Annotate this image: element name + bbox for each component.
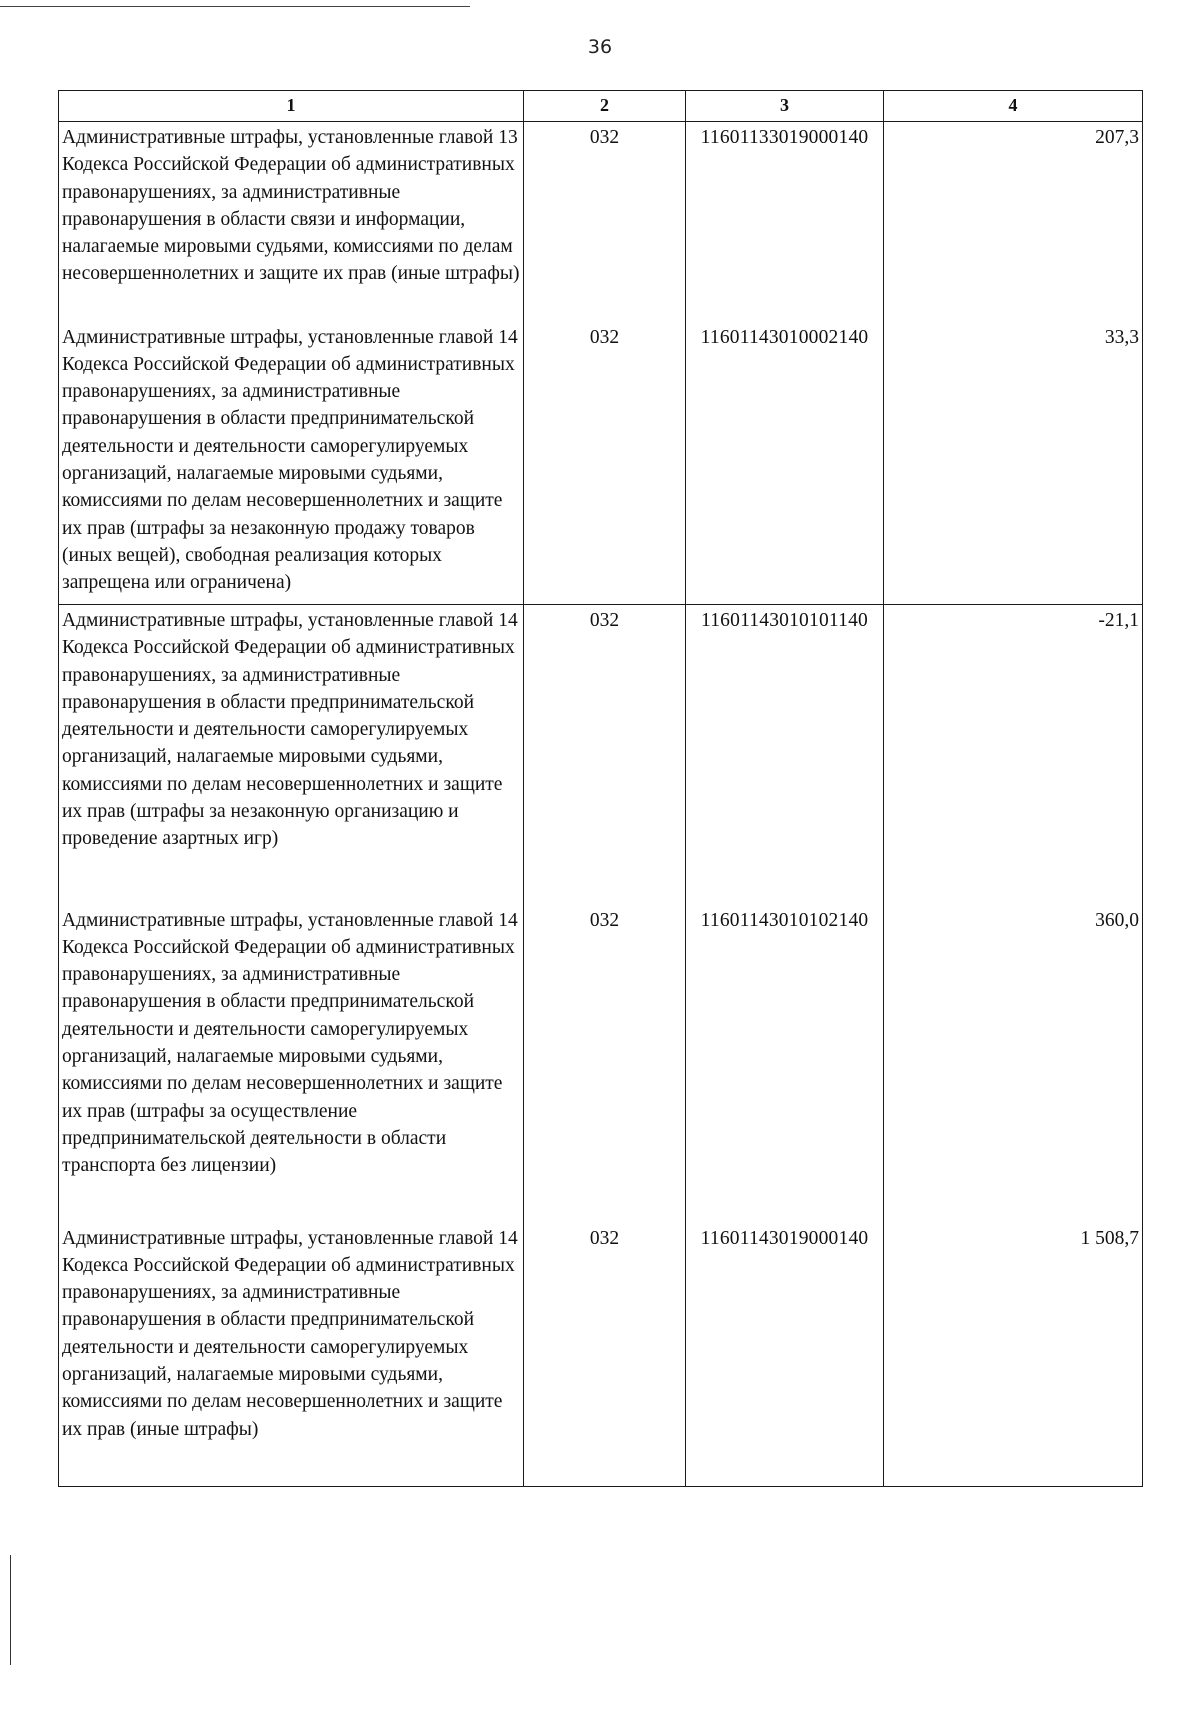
row-kbk: 11601143019000140 (686, 1223, 884, 1487)
table-row (59, 905, 1143, 1223)
row-code: 032 (524, 1223, 686, 1487)
scan-artifact-line (0, 6, 470, 7)
row-description: Административные штрафы, установленные главой 14 Кодекса Российской Федерации об административных правонарушениях, за административные правонарушения в области предпринимательской деятельности и деятельности саморегулируемых организаций, налагаемые мировыми судьями, комиссиями по делам несовершеннолетних и защите их прав (штрафы за осуществление предпринимательской деятельности в области транспорта без лицензии) (59, 905, 524, 1223)
scan-artifact-line (10, 1555, 11, 1665)
header-col-2: 2 (524, 91, 686, 122)
row-amount: 1 508,7 (884, 1223, 1143, 1487)
row-kbk: 11601133019000140 (686, 122, 884, 322)
header-col-4: 4 (884, 91, 1143, 122)
row-code: 032 (524, 605, 686, 905)
table-row (59, 322, 1143, 605)
revenue-table (58, 90, 1143, 1487)
row-description: Административные штрафы, установленные главой 14 Кодекса Российской Федерации об административных правонарушениях, за административные правонарушения в области предпринимательской деятельности и деятельности саморегулируемых организаций, налагаемые мировыми судьями, комиссиями по делам несовершеннолетних и защите их прав (иные штрафы) (59, 1223, 524, 1487)
row-amount: 360,0 (884, 905, 1143, 1223)
row-amount: -21,1 (884, 605, 1143, 905)
row-kbk: 11601143010002140 (686, 322, 884, 605)
table-row (59, 605, 1143, 905)
header-col-1: 1 (59, 91, 524, 122)
row-code: 032 (524, 322, 686, 605)
header-row (59, 91, 1143, 122)
row-description: Административные штрафы, установленные главой 13 Кодекса Российской Федерации об административных правонарушениях, за административные правонарушения в области связи и информации, налагаемые мировыми судьями, комиссиями по делам несовершеннолетних и защите их прав (иные штрафы) (59, 122, 524, 322)
table-row (59, 1223, 1143, 1487)
row-amount: 33,3 (884, 322, 1143, 605)
row-amount: 207,3 (884, 122, 1143, 322)
table-row (59, 122, 1143, 322)
header-col-3: 3 (686, 91, 884, 122)
row-description: Административные штрафы, установленные главой 14 Кодекса Российской Федерации об административных правонарушениях, за административные правонарушения в области предпринимательской деятельности и деятельности саморегулируемых организаций, налагаемые мировыми судьями, комиссиями по делам несовершеннолетних и защите их прав (штрафы за незаконную организацию и проведение азартных игр) (59, 605, 524, 905)
row-code: 032 (524, 122, 686, 322)
row-description: Административные штрафы, установленные главой 14 Кодекса Российской Федерации об административных правонарушениях, за административные правонарушения в области предпринимательской деятельности и деятельности саморегулируемых организаций, налагаемые мировыми судьями, комиссиями по делам несовершеннолетних и защите их прав (штрафы за незаконную продажу товаров (иных вещей), свободная реализация которых запрещена или ограничена) (59, 322, 524, 605)
row-code: 032 (524, 905, 686, 1223)
page-number: 36 (587, 36, 613, 58)
row-kbk: 11601143010101140 (686, 605, 884, 905)
row-kbk: 11601143010102140 (686, 905, 884, 1223)
